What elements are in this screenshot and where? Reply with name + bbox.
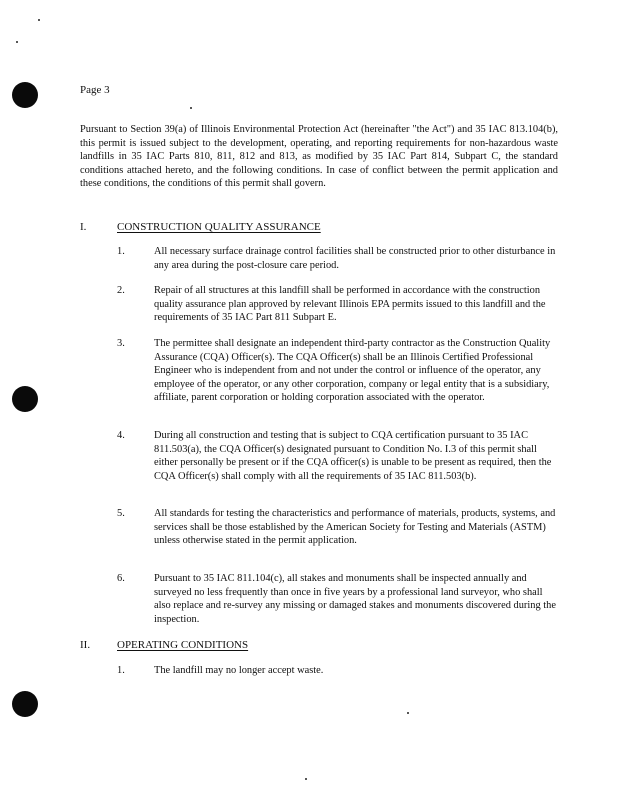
- condition-text: Repair of all structures at this landfill shall be performed in accordance with the construction quality assurance plan approved by relevant Illinois EPA permits issued to this landfill and the requirements of 35 IAC Part 811 Subpart E.: [154, 285, 546, 323]
- punch-hole-middle: [12, 386, 38, 412]
- punch-hole-bottom: [12, 691, 38, 717]
- condition-item: [117, 572, 557, 626]
- scan-speck: [305, 778, 307, 780]
- scan-speck: [190, 107, 192, 109]
- section-title: OPERATING CONDITIONS: [117, 639, 249, 651]
- scan-speck: [407, 712, 409, 714]
- condition-item: [117, 337, 557, 405]
- condition-item: [117, 245, 557, 272]
- section-number: II.: [80, 639, 91, 651]
- condition-number: 6.: [117, 573, 125, 584]
- condition-item: [117, 429, 557, 483]
- scan-speck: [16, 41, 18, 43]
- condition-item: [117, 507, 557, 548]
- condition-text: The permittee shall designate an independent third-party contractor as the Construction Quality Assurance (CQA) Officer(s). The CQA Officer(s) shall be an Illinois Certified Professional Engineer who is independent from and not under the control or influence of the operator, any employee of the operator, or any other corporation, company or legal entity that is a subsidiary, affiliate, parent corporation or holding corporation associated with the operator.: [154, 338, 551, 403]
- condition-number: 2.: [117, 285, 125, 296]
- condition-text: Pursuant to 35 IAC 811.104(c), all stakes and monuments shall be inspected annually and surveyed no less frequently than once in five years by a professional land surveyor, who shall also replace and re-survey any missing or damaged stakes and monuments discovered during the inspection.: [154, 573, 556, 625]
- condition-number: 3.: [117, 338, 125, 349]
- condition-number: 5.: [117, 508, 125, 519]
- condition-text: All necessary surface drainage control facilities shall be constructed prior to other disturbance in any area during the post-closure care period.: [154, 246, 556, 271]
- section-number: I.: [80, 221, 87, 233]
- condition-text: During all construction and testing that is subject to CQA certification pursuant to 35 IAC 811.503(a), the CQA Officer(s) designated pursuant to Condition No. I.3 of this permit shall either personally be present or if the CQA officer(s) is unable to be present as required, then the CQA Officer(s) shall comply with all the requirements of 35 IAC 811.503(b).: [154, 430, 552, 482]
- section-heading-construction-quality-assurance: [80, 221, 321, 235]
- scan-speck: [38, 19, 40, 21]
- condition-number: 1.: [117, 665, 125, 676]
- condition-number: 1.: [117, 246, 125, 257]
- condition-item: [117, 664, 557, 678]
- intro-paragraph: Pursuant to Section 39(a) of Illinois Environmental Protection Act (hereinafter "the Act") and 35 IAC 813.104(b), this permit is issued subject to the development, operating, and reporting requirements for non-hazardous waste landfills in 35 IAC Parts 810, 811, 812 and 813, as modified by 35 IAC Part 814, Subpart C, the standard conditions attached hereto, and the following conditions. In case of conflict between the permit application and these conditions, the conditions of this permit shall govern.: [80, 124, 558, 189]
- condition-number: 4.: [117, 430, 125, 441]
- section-heading-operating-conditions: [80, 639, 248, 653]
- condition-text: The landfill may no longer accept waste.: [154, 665, 324, 676]
- condition-item: [117, 284, 557, 325]
- page-number: Page 3: [80, 84, 110, 96]
- condition-text: All standards for testing the characteristics and performance of materials, products, systems, and services shall be those established by the American Society for Testing and Materials (ASTM) unless otherwise stated in the permit application.: [154, 508, 556, 546]
- punch-hole-top: [12, 82, 38, 108]
- section-title: CONSTRUCTION QUALITY ASSURANCE: [117, 221, 321, 233]
